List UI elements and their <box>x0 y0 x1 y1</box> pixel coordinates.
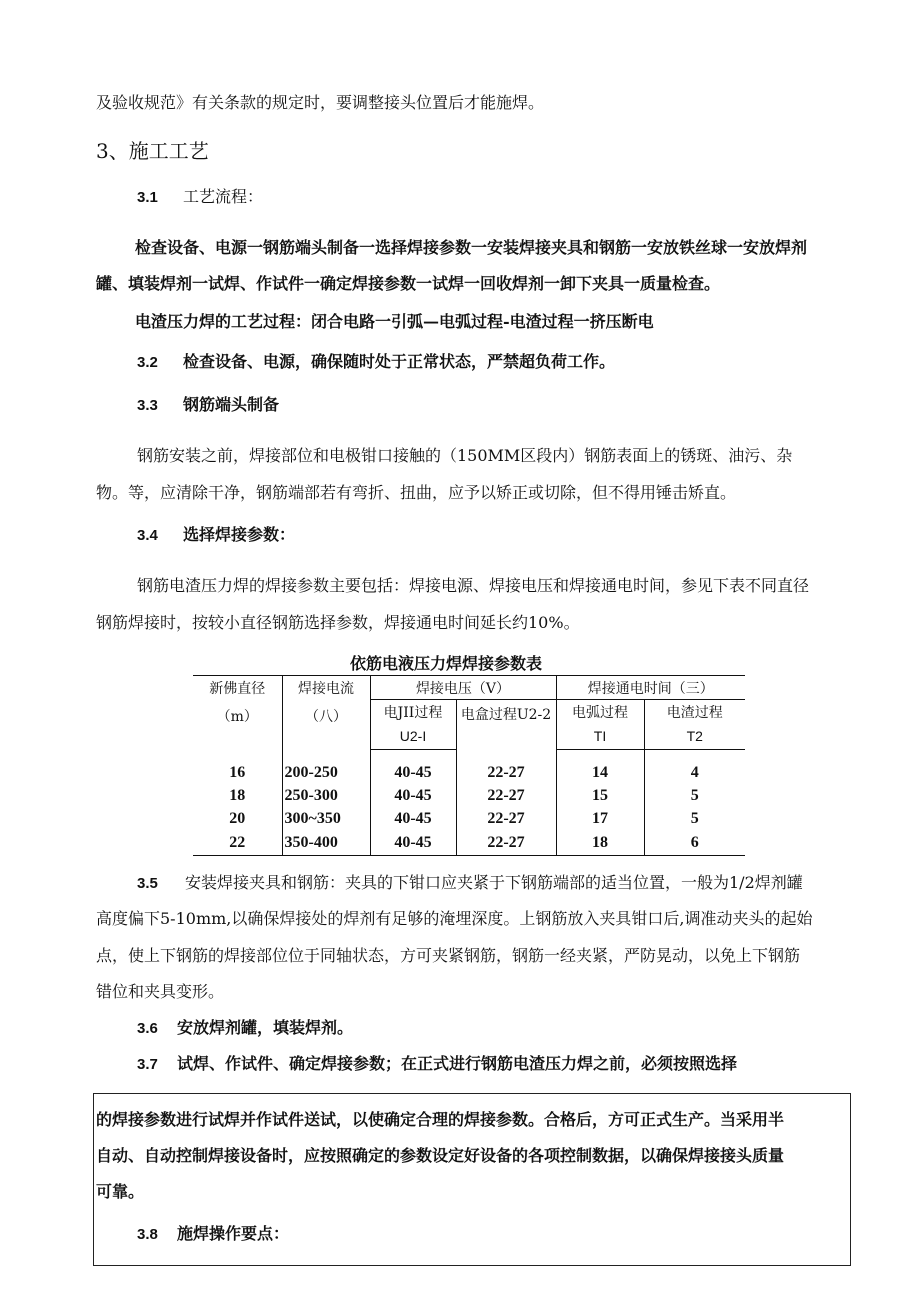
header-time: 焊接通电时间（三） <box>556 676 745 700</box>
section-3-3-number: 3.3 <box>137 397 158 414</box>
section-3-4 <box>137 525 295 546</box>
section-3-5-text: 安装焊接夹具和钢筋：夹具的下钳口应夹紧于下钢筋端部的适当位置，一般为1/2焊剂罐 <box>185 873 803 892</box>
cell-time-2: 5 <box>690 810 699 827</box>
box-line-1: 的焊接参数进行试焊并作试件送试，以使确定合理的焊接参数。合格后，方可正式生产。当采用半 <box>96 1110 785 1129</box>
header-slag-time: 电渣过程 <box>666 704 723 721</box>
cell-time-1: 14 <box>556 762 644 785</box>
cell-time-1: 15 <box>556 785 644 808</box>
section-3-8 <box>137 1224 289 1245</box>
section-3-8-title: 施焊操作要点： <box>177 1224 290 1243</box>
section-3-2 <box>137 352 615 373</box>
section-3-1 <box>137 187 263 208</box>
flow-line-3: 电渣压力焊的工艺过程：闭合电路一引弧—电弧过程-电渣过程一挤压断电 <box>135 312 654 331</box>
cell-diameter: 20 <box>193 808 282 831</box>
section-3-heading: 3、施工工艺 <box>96 139 209 163</box>
header-slag-voltage: 电盒过程U2-2 <box>456 700 556 750</box>
cell-voltage-1: 40-45 <box>370 808 456 831</box>
section-3-8-number: 3.8 <box>137 1226 158 1243</box>
section-3-6-number: 3.6 <box>137 1020 158 1037</box>
cell-voltage-2: 22-27 <box>456 808 556 831</box>
table-row <box>193 808 745 831</box>
section-3-1-title: 工艺流程： <box>183 187 264 206</box>
cell-time-2: 4 <box>690 764 699 781</box>
header-arc-time-symbol: TI <box>556 724 644 750</box>
section-3-3-title: 钢筋端头制备 <box>183 395 280 414</box>
section-3-2-number: 3.2 <box>137 354 158 371</box>
cell-diameter: 18 <box>193 785 282 808</box>
section-3-5-line-1 <box>137 873 803 894</box>
section-3-4-number: 3.4 <box>137 527 158 544</box>
cell-voltage-2: 22-27 <box>456 762 556 785</box>
header-diameter <box>193 676 282 750</box>
cell-voltage-1: 40-45 <box>370 831 456 856</box>
header-current <box>282 676 370 750</box>
section-3-7-text: 试焊、作试件、确定焊接参数；在正式进行钢筋电渣压力焊之前，必须按照选择 <box>177 1054 738 1073</box>
table-row <box>193 762 745 785</box>
section-3-2-text: 检查设备、电源，确保随时处于正常状态，严禁超负荷工作。 <box>183 352 616 371</box>
box-line-2: 自动、自动控制焊接设备时，应按照确定的参数设定好设备的各项控制数据，以确保焊接接头质量 <box>96 1146 785 1165</box>
header-arc-voltage-symbol: U2-I <box>370 724 456 750</box>
section-3-1-number: 3.1 <box>137 189 158 206</box>
cell-current: 350-400 <box>282 831 370 856</box>
section-3-5-line-2: 高度偏下5-10mm,以确保焊接处的焊剂有足够的淹埋深度。上钢筋放入夹具钳口后,调准动夹头的起始 <box>96 909 813 928</box>
cell-voltage-2: 22-27 <box>456 831 556 856</box>
cell-diameter: 22 <box>193 831 282 856</box>
header-arc-time: 电弧过程 <box>556 700 644 724</box>
cell-time-1: 18 <box>556 831 644 856</box>
para-3-4-line-2: 钢筋焊接时，按较小直径钢筋选择参数，焊接通电时间延长约10%。 <box>96 613 580 632</box>
cell-voltage-2: 22-27 <box>456 785 556 808</box>
section-3-5-line-3: 点，使上下钢筋的焊接部位位于同轴状态，方可夹紧钢筋，钢筋一经夹紧，严防晃动，以免上下钢筋 <box>96 946 801 965</box>
table-row <box>193 831 745 856</box>
header-arc-voltage: 电JII过程 <box>370 700 456 724</box>
header-current-label: 焊接电流 <box>298 681 354 697</box>
section-3-6-text: 安放焊剂罐，填装焊剂。 <box>177 1018 354 1037</box>
para-3-4-line-1: 钢筋电渣压力焊的焊接参数主要包括：焊接电源、焊接电压和焊接通电时间，参见下表不同直径 <box>137 576 810 595</box>
header-diameter-label: 新佛直径 <box>209 681 266 697</box>
flow-line-2: 罐、填装焊剂一试焊、作试件一确定焊接参数一试焊一回收焊剂一卸下夹具一质量检查。 <box>96 274 721 293</box>
para-3-3-line-2: 物。等，应清除干净，钢筋端部若有弯折、扭曲，应予以矫正或切除，但不得用锤击矫直。 <box>96 483 737 502</box>
table-row <box>193 785 745 808</box>
section-3-7 <box>137 1054 737 1075</box>
cell-diameter: 16 <box>193 762 282 785</box>
header-diameter-unit: （m） <box>216 709 258 725</box>
intro-line: 及验收规范》有关条款的规定时，要调整接头位置后才能施焊。 <box>96 93 545 112</box>
section-3-3 <box>137 395 279 416</box>
cell-current: 300~350 <box>282 808 370 831</box>
section-3-6 <box>137 1018 353 1039</box>
cell-time-1: 17 <box>556 808 644 831</box>
cell-time-2: 6 <box>644 831 745 856</box>
section-3-5-line-4: 错位和夹具变形。 <box>96 982 225 1001</box>
cell-current: 200-250 <box>282 762 370 785</box>
table-title: 依筋电液压力焊焊接参数表 <box>350 654 543 673</box>
flow-line-1: 检查设备、电源一钢筋端头制备一选择焊接参数一安装焊接夹具和钢筋一安放铁丝球一安放焊剂 <box>135 238 808 257</box>
para-3-3-line-1: 钢筋安装之前，焊接部位和电极钳口接触的（150MM区段内）钢筋表面上的锈斑、油污、杂 <box>137 446 793 465</box>
cell-voltage-1: 40-45 <box>370 785 456 808</box>
section-3-4-title: 选择焊接参数： <box>183 525 296 544</box>
welding-parameters-table <box>193 675 745 856</box>
box-line-3: 可靠。 <box>96 1182 145 1201</box>
section-3-5-number: 3.5 <box>137 875 158 892</box>
cell-time-2: 5 <box>690 787 699 804</box>
cell-voltage-1: 40-45 <box>370 762 456 785</box>
header-voltage: 焊接电压（V） <box>370 676 556 700</box>
header-current-unit: （八） <box>305 709 347 725</box>
section-3-7-number: 3.7 <box>137 1056 158 1073</box>
cell-current: 250-300 <box>282 785 370 808</box>
header-slag-time-symbol: T2 <box>644 724 745 750</box>
